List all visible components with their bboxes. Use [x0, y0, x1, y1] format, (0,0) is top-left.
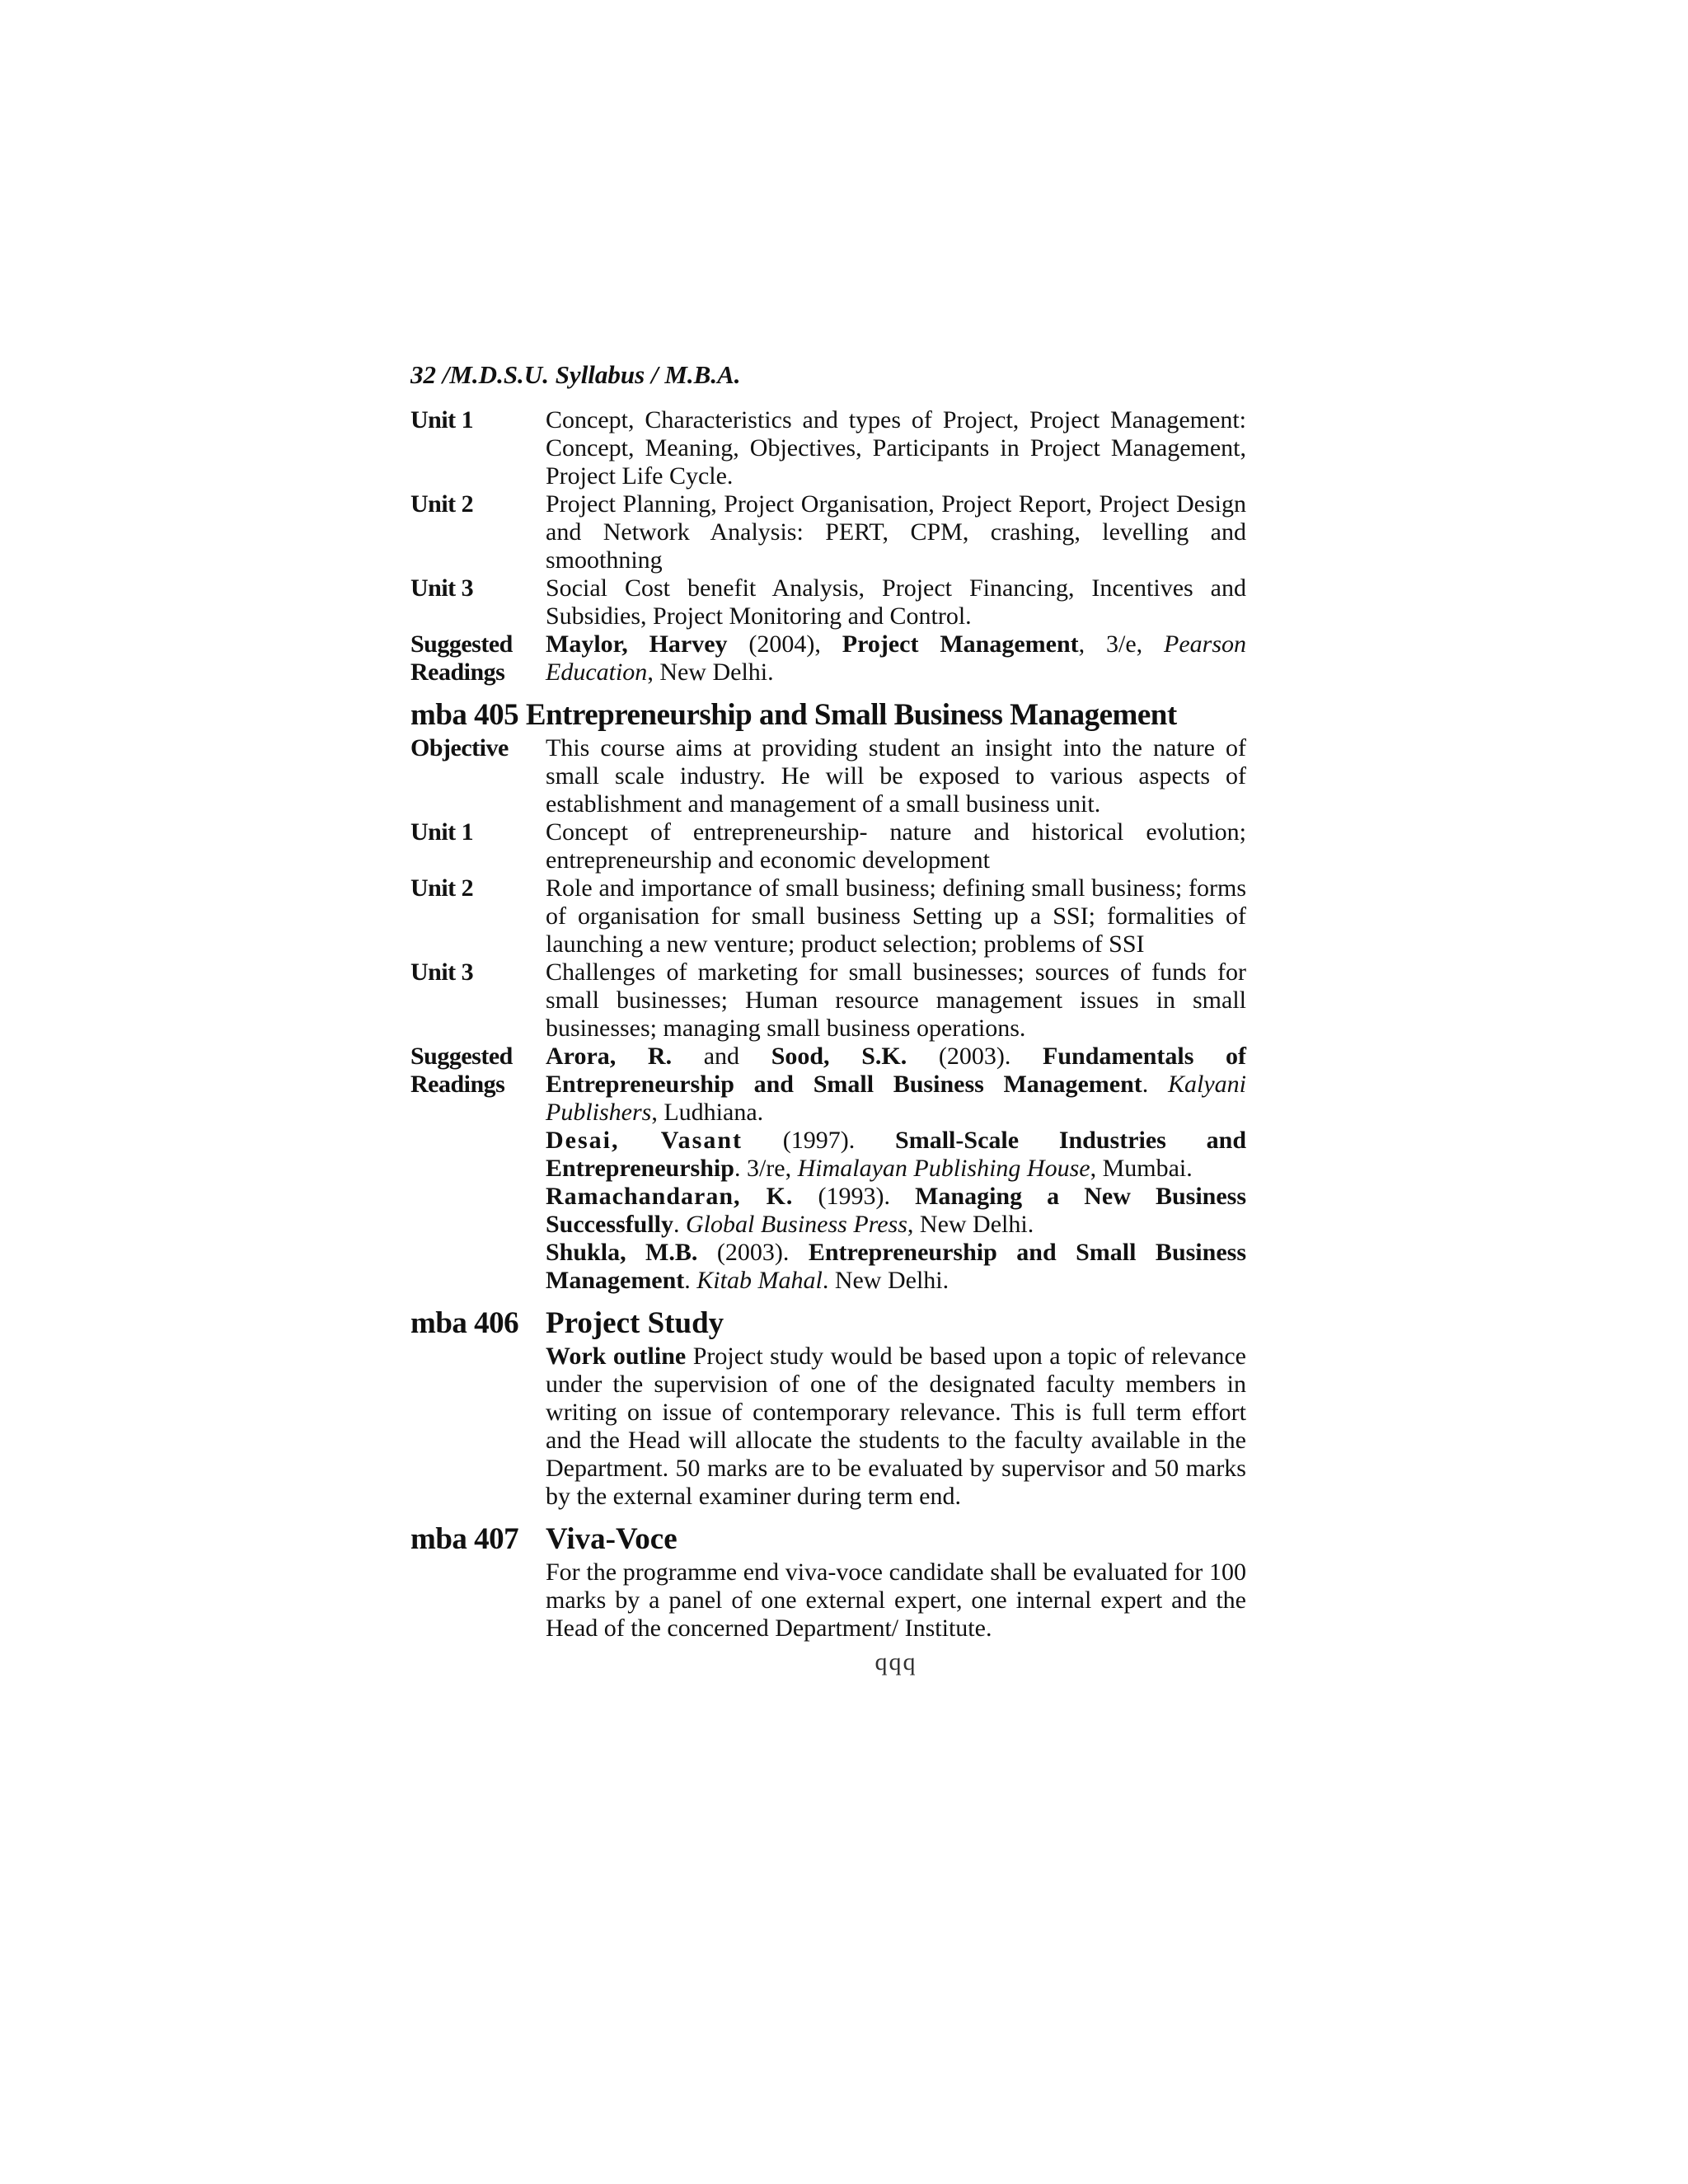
unit-text: Role and importance of small business; defining small business; forms of organisation for small business Setting up a SSI; formalities of launching a new venture; product selection; problems of SSI	[546, 874, 1246, 958]
readings-label	[410, 1043, 546, 1295]
reading-year: (1997).	[743, 1127, 896, 1154]
objective-label: Objective	[410, 734, 509, 762]
unit-label: Unit 3	[410, 574, 474, 602]
unit-label: Unit 2	[410, 490, 474, 518]
reading-author: Desai, Vasant	[546, 1127, 743, 1154]
reading-sep: .	[673, 1211, 687, 1238]
reading-sep: . 3/re,	[734, 1155, 798, 1182]
reading-publisher: Kalyani Publishers	[546, 1071, 1246, 1126]
unit-row	[410, 874, 1246, 958]
course-body-row	[410, 1343, 1246, 1511]
reading-year: (2004),	[727, 630, 842, 658]
reading-entry	[546, 1183, 1246, 1239]
reading-year: (1993).	[793, 1183, 916, 1210]
readings-row	[410, 1043, 1246, 1295]
course-heading-mba406	[410, 1306, 1246, 1341]
reading-year: (2003).	[907, 1043, 1043, 1070]
reading-author: Maylor, Harvey	[546, 630, 728, 658]
course-code: mba 407	[410, 1522, 519, 1556]
unit-label: Unit 3	[410, 958, 474, 986]
readings-label-text: Readings	[410, 658, 505, 686]
unit-text: Concept, Characteristics and types of Project, Project Management: Concept, Meaning, Objectives, Participants in Project Management, Project Life Cycle.	[546, 406, 1246, 490]
course-code: mba 406	[410, 1306, 519, 1340]
work-outline-label: Work outline	[546, 1343, 687, 1370]
reading-title: Entrepreneurship and Small Business Management	[546, 1239, 1246, 1294]
reading-publisher: Kitab Mahal	[696, 1267, 823, 1294]
suggested-label: Suggested	[410, 630, 513, 658]
reading-sep: .	[684, 1267, 697, 1294]
running-head: 32 /M.D.S.U. Syllabus / M.B.A.	[410, 360, 741, 389]
suggested-label: Suggested	[410, 1043, 513, 1070]
reading-place: , Ludhiana.	[651, 1099, 764, 1126]
reading-edition: , 3/e,	[1078, 630, 1164, 658]
end-mark: qqq	[874, 1648, 917, 1675]
unit-label: Unit 1	[410, 406, 474, 434]
reading-entry	[546, 630, 1246, 687]
reading-conjunction: and	[672, 1043, 771, 1070]
reading-publisher: Pearson Education	[546, 630, 1246, 686]
reading-entry	[546, 1127, 1246, 1183]
reading-publisher: Global Business Press	[686, 1211, 907, 1238]
reading-author: Shukla, M.B.	[546, 1239, 698, 1266]
readings-label-text: Readings	[410, 1071, 505, 1098]
work-outline-text: Project study would be based upon a topic of relevance under the supervision of one of the designated faculty members in writing on issue of contemporary relevance. This is full term effort and the Head will allocate the students to the faculty available in the Department. 50 marks are to be evaluated by supervisor and 50 marks by the external examiner during term end.	[546, 1343, 1246, 1510]
readings-row	[410, 630, 1246, 687]
unit-text: Project Planning, Project Organisation, Project Report, Project Design and Network Analysis: PERT, CPM, crashing, levelling and smoothning	[546, 490, 1246, 574]
course-body-row	[410, 1558, 1246, 1643]
objective-row	[410, 734, 1246, 818]
unit-text: Social Cost benefit Analysis, Project Financing, Incentives and Subsidies, Project Monitoring and Control.	[546, 574, 1246, 630]
unit-text: Challenges of marketing for small businesses; sources of funds for small businesses; Human resource management issues in small businesses; managing small business operations.	[546, 958, 1246, 1042]
unit-row	[410, 574, 1246, 630]
course-body	[546, 1343, 1246, 1511]
reading-title: Project Management	[842, 630, 1079, 658]
reading-place: , Mumbai.	[1090, 1155, 1193, 1182]
reading-year: (2003).	[697, 1239, 809, 1266]
unit-row	[410, 958, 1246, 1043]
reading-place: , New Delhi.	[907, 1211, 1034, 1238]
reading-title: Small-Scale Industries and Entrepreneurship	[546, 1127, 1246, 1182]
empty-label	[410, 1343, 546, 1511]
unit-label: Unit 1	[410, 818, 474, 846]
objective-text: This course aims at providing student an insight into the nature of small scale industry. He will be exposed to various aspects of establishment and management of a small business unit.	[546, 734, 1246, 818]
readings-list	[546, 1043, 1246, 1295]
unit-row	[410, 818, 1246, 874]
reading-place: , New Delhi.	[647, 658, 774, 686]
course-body: For the programme end viva-voce candidate shall be evaluated for 100 marks by a panel of one external expert, one internal expert and the Head of the concerned Department/ Institute.	[546, 1558, 1246, 1642]
reading-title: Managing a New Business Successfully	[546, 1183, 1247, 1238]
unit-label: Unit 2	[410, 874, 474, 902]
unit-text: Concept of entrepreneurship- nature and historical evolution; entrepreneurship and economic development	[546, 818, 1246, 874]
course-heading-mba407	[410, 1522, 1246, 1557]
reading-author: Arora, R.	[546, 1043, 673, 1070]
reading-title: Fundamentals of Entrepreneurship and Small Business Management	[546, 1043, 1247, 1098]
course-title-mba405: mba 405 Entrepreneurship and Small Business Management	[410, 698, 1177, 732]
reading-author: Ramachandaran, K.	[546, 1183, 794, 1210]
unit-row	[410, 490, 1246, 574]
reading-entry	[546, 1239, 1246, 1295]
course-title: Viva-Voce	[546, 1522, 678, 1556]
reading-entry	[546, 1043, 1246, 1127]
syllabus-page	[410, 359, 1246, 1677]
reading-author: Sood, S.K.	[771, 1043, 907, 1070]
course-title: Project Study	[546, 1306, 724, 1340]
empty-label	[410, 1558, 546, 1643]
reading-publisher: Himalayan Publishing House	[797, 1155, 1090, 1182]
reading-sep: .	[1142, 1071, 1168, 1098]
reading-place: . New Delhi.	[822, 1267, 950, 1294]
unit-row	[410, 406, 1246, 490]
readings-label	[410, 630, 546, 687]
